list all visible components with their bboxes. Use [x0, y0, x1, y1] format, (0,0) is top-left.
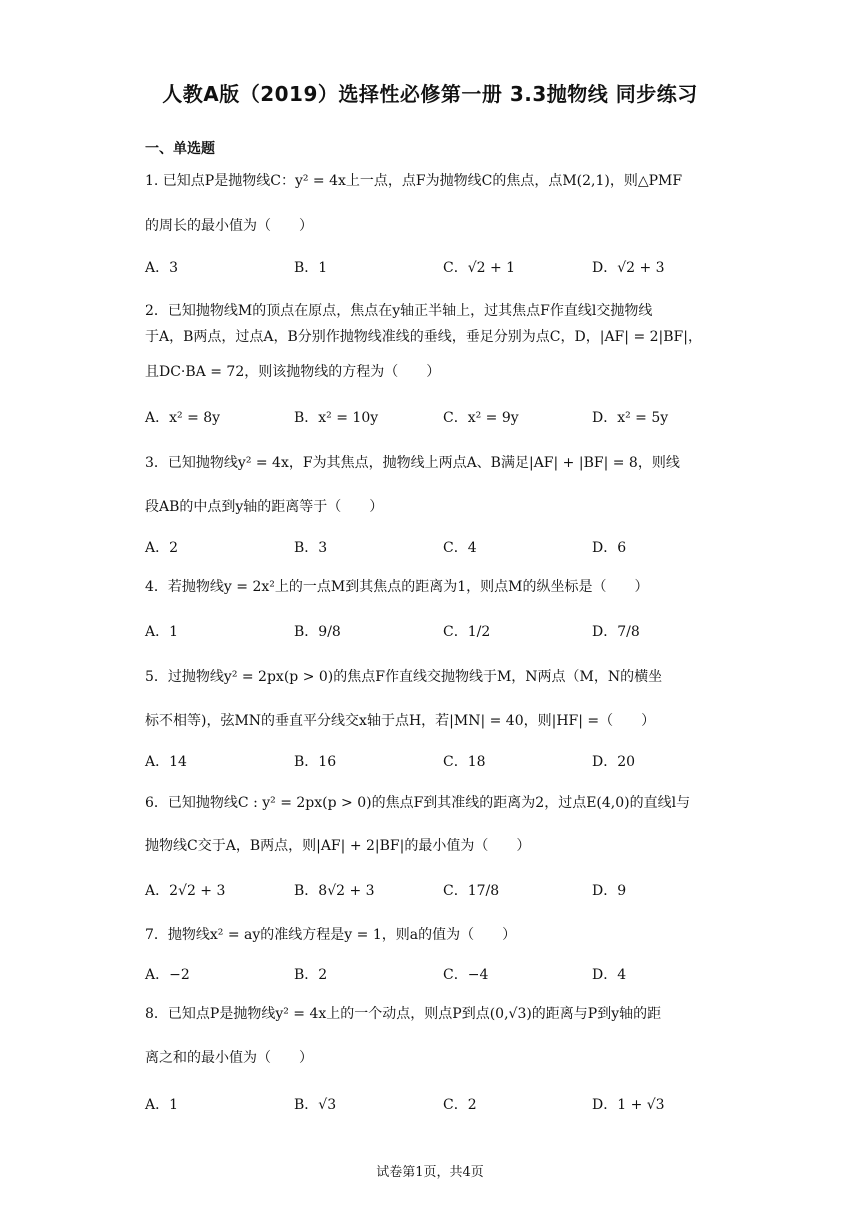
q5-line-2: 标不相等)，弦MN的垂直平分线交x轴于点H，若|MN| = 40，则|HF| =（ ） [145, 713, 656, 729]
q2-line-1: 2．已知抛物线M的顶点在原点，焦点在y轴正半轴上，过其焦点F作直线l交抛物线 [145, 303, 653, 319]
q8-option-a: A．1 [145, 1097, 179, 1113]
q7-option-c: C．−4 [443, 967, 489, 983]
q8-option-c: C．2 [443, 1097, 477, 1113]
q8-line-1: 8．已知点P是抛物线y² = 4x上的一个动点，则点P到点(0,√3)的距离与P到y轴的距 [145, 1006, 662, 1022]
q4-option-b: B．9/8 [294, 624, 341, 640]
q7-option-d: D．4 [592, 967, 627, 983]
q2-option-d: D．x² = 5y [592, 410, 669, 426]
q5-option-d: D．20 [592, 754, 636, 770]
q1-option-b: B．1 [294, 260, 328, 276]
q2-option-a: A．x² = 8y [145, 410, 221, 426]
q3-line-1: 3．已知抛物线y² = 4x，F为其焦点，抛物线上两点A、B满足|AF| + |BF| = 8，则线 [145, 455, 680, 471]
q7-option-a: A．−2 [145, 967, 190, 983]
q8-option-b: B．√3 [294, 1097, 337, 1113]
q6-option-b: B．8√2 + 3 [294, 883, 375, 899]
q1-option-a: A．3 [145, 260, 179, 276]
q1-line-2: 的周长的最小值为（ ） [145, 218, 313, 234]
q7-option-b: B．2 [294, 967, 328, 983]
q5-option-b: B．16 [294, 754, 337, 770]
q1-option-d: D．√2 + 3 [592, 260, 665, 276]
q7-line-1: 7．抛物线x² = ay的准线方程是y = 1，则a的值为（ ） [145, 927, 517, 943]
q6-line-1: 6．已知抛物线C : y² = 2px(p > 0)的焦点F到其准线的距离为2，过点E(4,0)的直线l与 [145, 795, 691, 811]
q3-option-b: B．3 [294, 540, 328, 556]
q3-option-c: C．4 [443, 540, 477, 556]
q4-option-d: D．7/8 [592, 624, 640, 640]
q5-line-1: 5．过抛物线y² = 2px(p > 0)的焦点F作直线交抛物线于M，N两点（M，N的横坐 [145, 669, 663, 685]
q8-line-2: 离之和的最小值为（ ） [145, 1050, 313, 1066]
q2-line-2: 于A，B两点，过点A，B分别作抛物线准线的垂线，垂足分别为点C，D，|AF| = 2|BF|， [145, 329, 702, 345]
q4-line-1: 4．若抛物线y = 2x²上的一点M到其焦点的距离为1，则点M的纵坐标是（ ） [145, 579, 649, 595]
q1-option-c: C．√2 + 1 [443, 260, 516, 276]
q4-option-a: A．1 [145, 624, 179, 640]
q3-line-2: 段AB的中点到y轴的距离等于（ ） [145, 499, 384, 515]
q2-line-3: 且DC·BA = 72，则该抛物线的方程为（ ） [145, 364, 441, 380]
q6-option-a: A．2√2 + 3 [145, 883, 226, 899]
q5-option-a: A．14 [145, 754, 187, 770]
section-heading: 一、单选题 [145, 141, 215, 157]
q6-option-d: D．9 [592, 883, 627, 899]
q6-option-c: C．17/8 [443, 883, 500, 899]
q2-option-c: C．x² = 9y [443, 410, 519, 426]
q4-option-c: C．1/2 [443, 624, 491, 640]
q5-option-c: C．18 [443, 754, 486, 770]
q1-line-1: 1. 已知点P是抛物线C：y² = 4x上一点，点F为抛物线C的焦点，点M(2,1)，则△PMF [145, 173, 683, 189]
q3-option-a: A．2 [145, 540, 179, 556]
q2-option-b: B．x² = 10y [294, 410, 379, 426]
page-footer: 试卷第1页，共4页 [376, 1165, 484, 1180]
q6-line-2: 抛物线C交于A，B两点，则|AF| + 2|BF|的最小值为（ ） [145, 838, 531, 854]
q8-option-d: D．1 + √3 [592, 1097, 665, 1113]
q3-option-d: D．6 [592, 540, 627, 556]
page-title: 人教A版（2019）选择性必修第一册 3.3抛物线 同步练习 [162, 82, 698, 106]
